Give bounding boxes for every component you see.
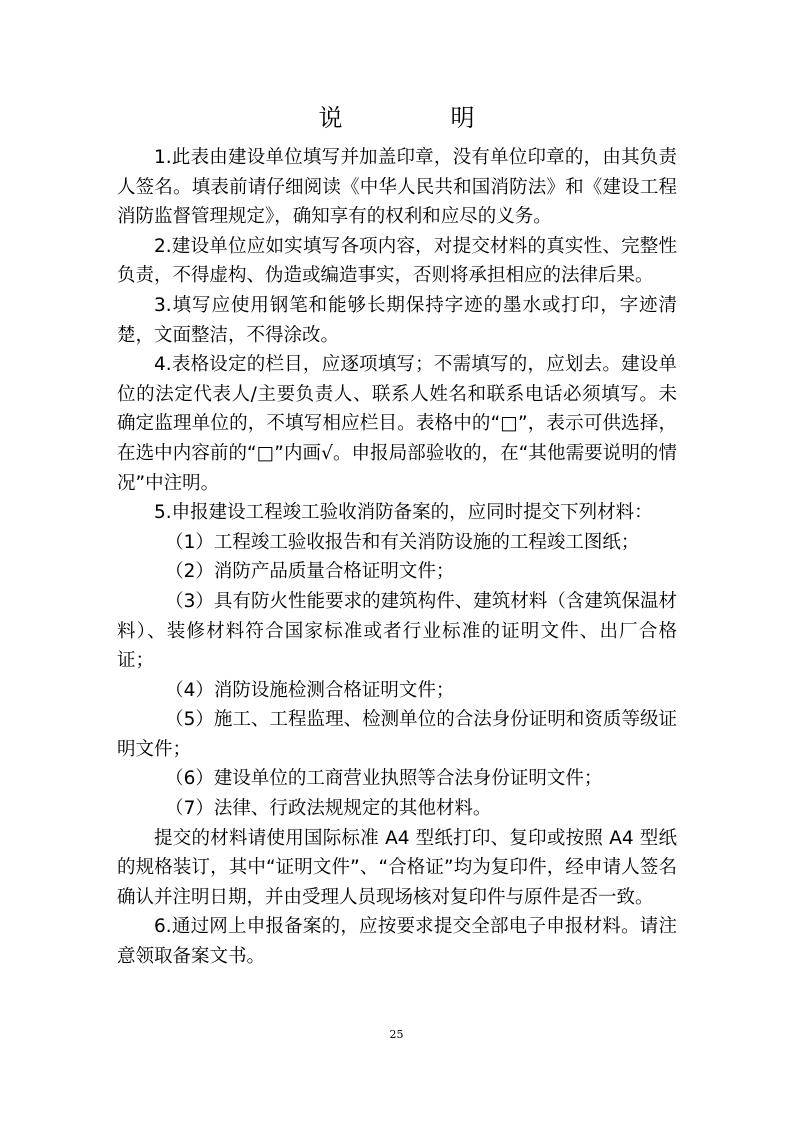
list-item-3: （3）具有防火性能要求的建筑构件、建筑材料（含建筑保温材料）、装修材料符合国家标准或者行业标准的证明文件、出厂合格证； [117,590,677,672]
paragraph-4: 4.表格设定的栏目，应逐项填写；不需填写的，应划去。建设单位的法定代表人/主要负责人、联系人姓名和联系电话必须填写。未确定监理单位的，不填写相应栏目。表格中的“□”，表示可供选择，在选中内容前的“□”内画√。申报局部验收的，在“其他需要说明的情况”中注明。 [117,354,677,494]
list-item-5: （5）施工、工程监理、检测单位的合法身份证明和资质等级证明文件； [117,709,677,760]
list-item-2: （2）消防产品质量合格证明文件； [165,561,455,583]
list-item-1: （1）工程竣工验收报告和有关消防设施的工程竣工图纸； [165,531,640,553]
paragraph-materials-note: 提交的材料请使用国际标准 A4 型纸打印、复印或按照 A4 型纸的规格装订，其中“证明文件”、“合格证”均为复印件，经申请人签名确认并注明日期，并由受理人员现场核对复印件与原件是否一致。 [117,827,677,908]
paragraph-2: 2.建设单位应如实填写各项内容，对提交材料的真实性、完整性负责，不得虚构、伪造或编造事实，否则将承担相应的法律后果。 [117,235,677,287]
page-number: 25 [389,1028,404,1041]
list-item-6: （6）建设单位的工商营业执照等合法身份证明文件； [165,768,603,790]
list-item-7: （7）法律、行政法规规定的其他材料。 [165,798,492,820]
instructions-body [117,143,677,972]
paragraph-6: 6.通过网上申报备案的，应按要求提交全部电子申报材料。请注意领取备案文书。 [117,916,677,968]
page-title: 说 明 [318,104,517,132]
paragraph-5: 5.申报建设工程竣工验收消防备案的，应同时提交下列材料： [154,502,653,524]
paragraph-1: 1.此表由建设单位填写并加盖印章，没有单位印章的，由其负责人签名。填表前请仔细阅读《中华人民共和国消防法》和《建设工程消防监督管理规定》，确知享有的权利和应尽的义务。 [117,147,677,228]
list-item-4: （4）消防设施检测合格证明文件； [165,679,455,701]
paragraph-3: 3.填写应使用钢笔和能够长期保持字迹的墨水或打印，字迹清楚，文面整洁，不得涂改。 [117,294,677,346]
